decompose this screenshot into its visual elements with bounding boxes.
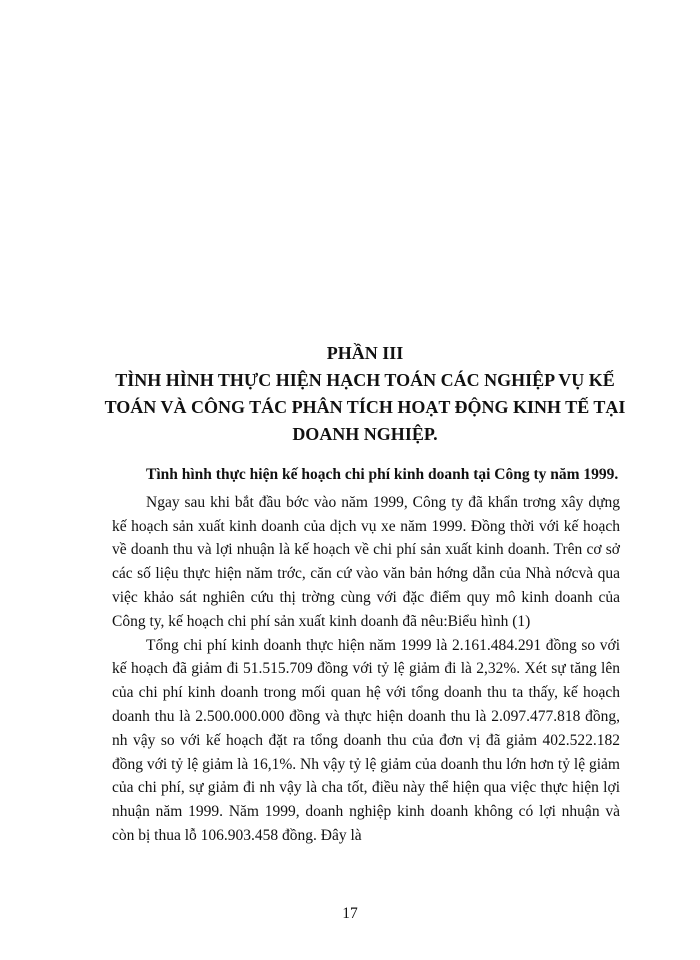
- part-title: PHẦN III: [326, 343, 404, 363]
- chapter-heading: [100, 340, 630, 448]
- paragraph-2: Tổng chi phí kinh doanh thực hiện năm 1999 là 2.161.484.291 đồng so với kế hoạch đã giảm đi 51.515.709 đồng với tỷ lệ giảm đi là 2,32%. Xét sự tăng lên của chi phí kinh doanh trong mối quan hệ với tổng doanh thu ta thấy, kế hoạch doanh thu là 2.500.000.000 đồng và thực hiện doanh thu là 2.097.477.818 đồng, nh vậy so với kế hoạch đặt ra tổng doanh thu của đơn vị đã giảm 402.522.182 đồng với tỷ lệ giảm là 16,1%. Nh vậy tỷ lệ giảm của doanh thu lớn hơn tỷ lệ giảm của chi phí, sự giảm đi nh vậy là cha tốt, điều này thể hiện qua việc thực hiện lợi nhuận năm 1999. Năm 1999, doanh nghiệp kinh doanh không có lợi nhuận và còn bị thua lỗ 106.903.458 đồng. Đây là: [112, 636, 620, 844]
- chapter-title: TÌNH HÌNH THỰC HIỆN HẠCH TOÁN CÁC NGHIỆP VỤ KẾ TOÁN VÀ CÔNG TÁC PHÂN TÍCH HOẠT ĐỘNG KINH TẾ TẠI DOANH NGHIỆP.: [104, 370, 626, 444]
- paragraph-1: Ngay sau khi bắt đầu bớc vào năm 1999, Công ty đã khẩn trơng xây dựng kế hoạch sản xuất kinh doanh của dịch vụ xe năm 1999. Đồng thời với kế hoạch về doanh thu và lợi nhuận là kế hoạch về chi phí sản xuất kinh doanh. Trên cơ sở các số liệu thực hiện năm trớc, căn cứ vào văn bản hớng dẫn của Nhà nớcvà qua việc khảo sát nghiên cứu thị trờng cùng với đặc điểm quy mô kinh doanh của Công ty, kế hoạch chi phí sản xuất kinh doanh đã nêu:Biểu hình (1): [112, 493, 620, 630]
- page-number: 17: [342, 905, 358, 922]
- section-title: Tình hình thực hiện kế hoạch chi phí kinh doanh tại Công ty năm 1999.: [146, 466, 619, 483]
- body-text: [112, 463, 620, 848]
